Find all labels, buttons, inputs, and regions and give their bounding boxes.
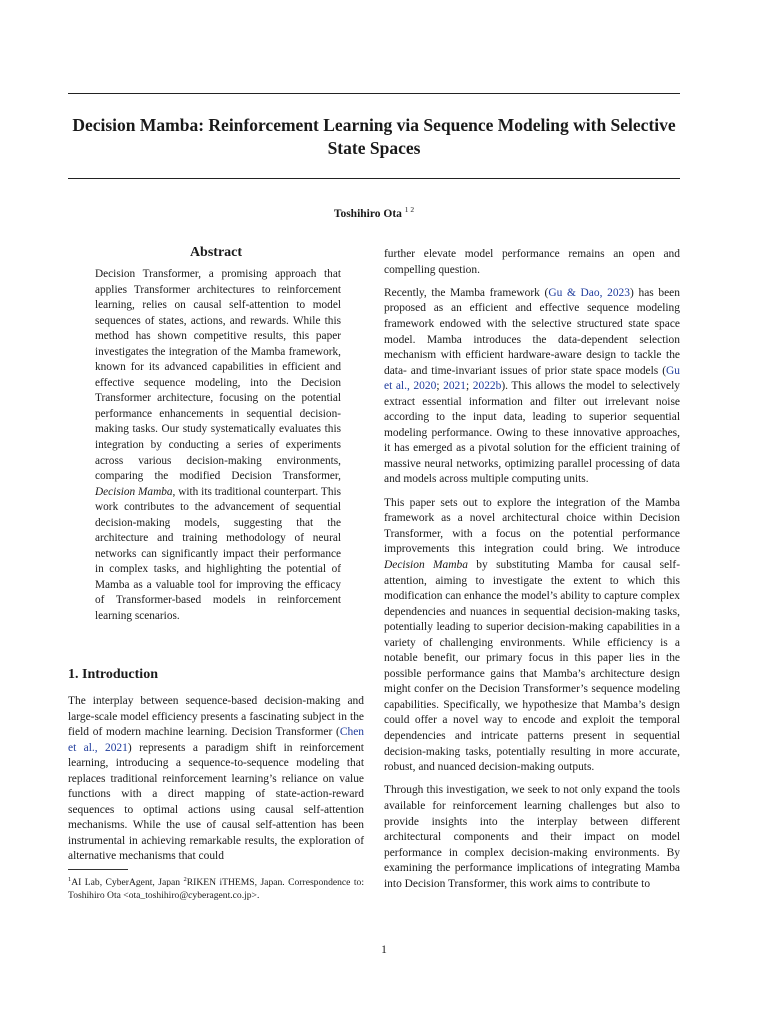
right-paragraph-1 <box>384 286 680 488</box>
abstract-paragraph <box>95 267 341 625</box>
right-p1-text-c: ). This allows the model to selectively extract essential information and filter out irrelevant noise according to the input data, leading to superior sequential modeling performance. Owing to these innovative approaches, it has emerged as a pivotal solution for the efficient training of massive neural networks, optimizing parallel processing of data and models across multiple computing units. <box>384 380 680 486</box>
abstract-method-name: Decision Mamba <box>95 485 173 498</box>
abstract-heading: Abstract <box>189 245 243 260</box>
introduction-heading: 1. Introduction <box>68 667 158 682</box>
right-p1-text-a: Recently, the Mamba framework ( <box>384 286 549 299</box>
citation-link[interactable]: Chen et al., 2021 <box>68 726 364 754</box>
top-rule <box>68 93 680 94</box>
footnote-mark-1: 1 <box>68 876 72 883</box>
citation-link[interactable]: Gu et al., 2020 <box>384 364 680 393</box>
citation-link[interactable]: 2021 <box>443 380 466 393</box>
right-paragraph-3: Through this investigation, we seek to not only expand the tools available for reinforcement learning challenges but also to provide insights into the interplay between different architectural components and their impact on model performance in complex decision-making environments. By examining the performance implications of integrating Mamba into Decision Transformer, this work aims to contribute to <box>384 784 680 890</box>
right-paragraph-0: further elevate model performance remains an open and compelling question. <box>384 248 680 276</box>
page-number: 1 <box>381 944 387 956</box>
intro-text-part2: ) represents a paradigm shift in reinforcement learning, introducing a sequence-to-sequence modeling that replaces traditional reinforcement learning’s reliance on value functions with a direct mapping of state-action-reward sequences to optimal actions using causal self-attention mechanisms. While the use of causal self-attention has been instrumental in achieving remarkable results, the exploration of alternative mechanisms that could <box>68 741 364 863</box>
citation-link[interactable]: Gu & Dao, 2023 <box>548 286 630 299</box>
right-paragraph-2 <box>384 496 680 776</box>
citation-separator: ; <box>465 380 473 393</box>
right-column <box>384 247 680 900</box>
author-line <box>68 205 680 220</box>
intro-text-part1: The interplay between sequence-based decision-making and large-scale model efficiency presents a fascinating subject in the field of modern machine learning. Decision Transformer ( <box>68 695 364 739</box>
paper-title: Decision Mamba: Reinforcement Learning via Sequence Modeling with Selective State Spaces <box>72 115 676 158</box>
abstract-text-part1: Decision Transformer, a promising approach that applies Transformer architectures to reinforcement learning, relies on causal self-attention to model sequences of states, actions, and rewards. While this method has shown competitive results, this paper investigates the integration of the Mamba framework, known for its advanced capabilities in efficient and effective sequence modeling, into the Decision Transformer architecture, focusing on the potential performance enhancements in sequential decision-making tasks. Our study systematically evaluates this integration by conducting a series of experiments across various decision-making environments, comparing the modified Decision Transformer, <box>95 268 341 483</box>
footnote-mark-2: 2 <box>183 876 187 883</box>
footnote-affiliation-2: RIKEN iTHEMS, Japan. Correspondence to: Toshihiro Ota <ota_toshihiro@cyberagent.co.jp>. <box>68 877 364 902</box>
introduction-body <box>68 694 364 865</box>
intro-paragraph-1 <box>68 694 364 865</box>
footnote-rule <box>68 869 128 870</box>
title-bottom-rule <box>68 178 680 179</box>
method-name-emphasis: Decision Mamba <box>384 558 468 571</box>
right-p1-text-b: ) has been proposed as an efficient and effective sequence modeling framework endowed with the selective structured state space model. Mamba introduces the data-dependent selection mechanism with efficient hardware-aware design to tackle the data- and time-invariant issues of prior state space models ( <box>384 286 680 377</box>
author-name: Toshihiro Ota <box>333 207 402 220</box>
right-p2-text-a: This paper sets out to explore the integration of the Mamba framework as a novel architectural choice within Decision Transformer, with a focus on the potential performance improvements this integration could bring. We introduce <box>384 496 680 556</box>
abstract-body <box>95 267 341 625</box>
footnote <box>68 873 364 902</box>
author-affiliation-marks: 1 2 <box>404 205 415 214</box>
abstract-text-part2: , with its traditional counterpart. This work contributes to the advancement of sequential decision-making models, suggesting that the architecture and training methodology of neural networks can significantly impact their performance in complex tasks, and highlighting the potential of Mamba as a valuable tool for improving the efficacy of Transformer-based models in reinforcement learning scenarios. <box>95 485 342 623</box>
footnote-affiliation-1: AI Lab, CyberAgent, Japan <box>71 877 184 889</box>
right-p2-text-b: by substituting Mamba for causal self-attention, aiming to investigate the extent to which this modification can enhance the model’s ability to capture complex dependencies and nuances in sequential decision-making tasks, potentially leading to superior decision-making capabilities in a variety of challenging environments. While efficiency is a notable benefit, our primary focus in this paper lies in the possible performance gains that Mamba’s architecture design might confer on the Decision Transformer’s sequence modeling capabilities. Specifically, we hypothesize that Mamba’s design could offer a novel way to encode and exploit the temporal dependencies and intricate patterns present in sequential decision-making tasks, potentially resulting in more accurate, robust, and nuanced decision-making outputs. <box>384 558 681 774</box>
citation-separator: ; <box>436 380 444 393</box>
citation-link[interactable]: 2022b <box>472 380 502 393</box>
